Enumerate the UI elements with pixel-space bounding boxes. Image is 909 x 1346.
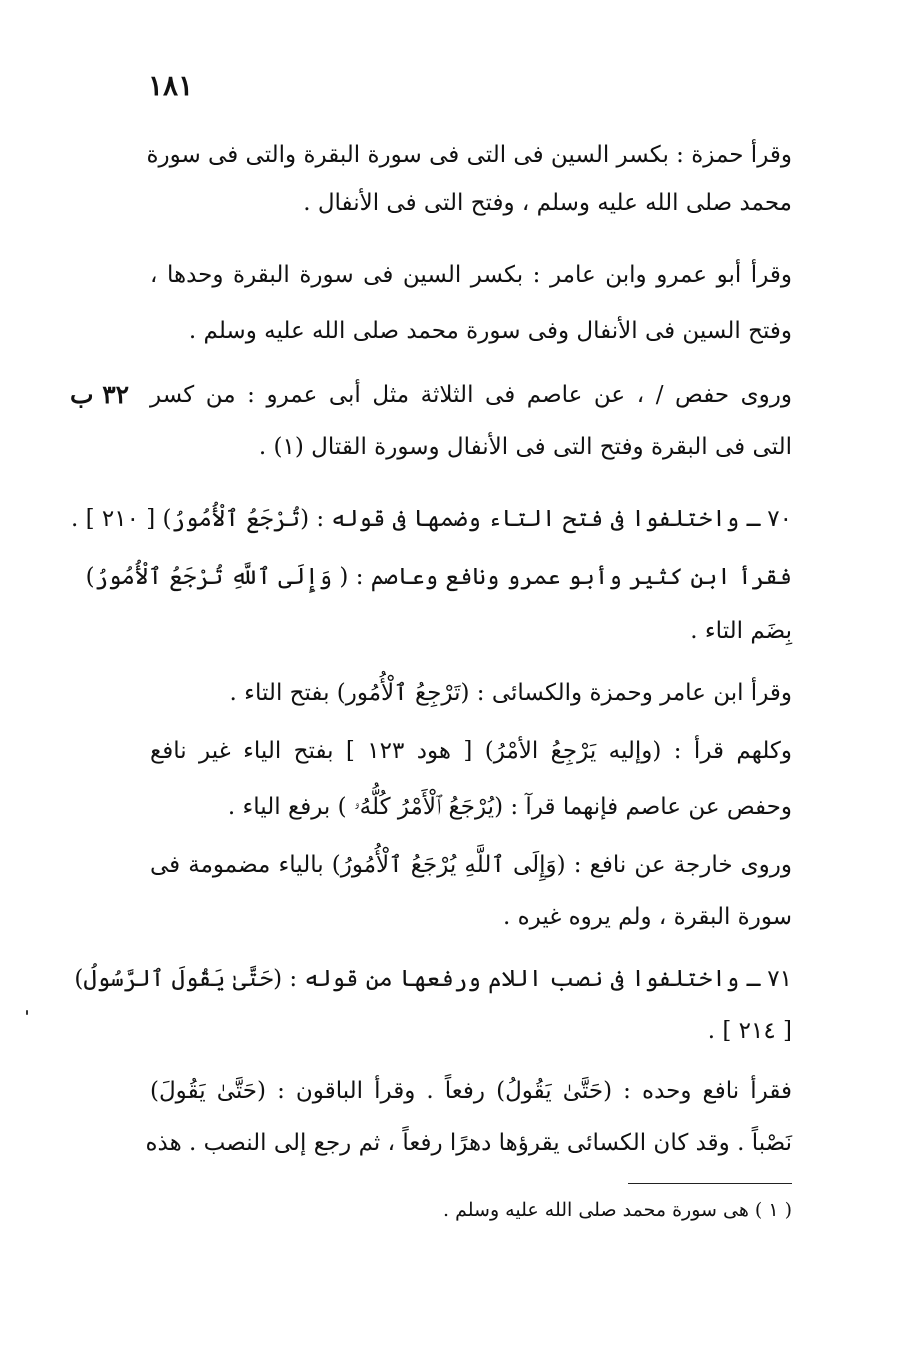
text-line: سورة البقرة ، ولم يروه غيره .	[502, 904, 792, 930]
text-line: وروى خارجة عن نافع : (وَإِلَى ٱللَّهِ يُرْجَعُ ٱلْأُمُورُ) بالياء مضمومة فى	[150, 852, 792, 878]
speck	[26, 1010, 28, 1015]
text-line: وكلهم قرأ : (وإليه يَرْجِعُ الأمْرُ) [ هود ١٢٣ ] بفتح الياء غير نافع	[150, 738, 792, 764]
text-line: ٧٠ ـ واختلفوا فى فتح التاء وضمها فى قوله : (تُرْجَعُ ٱلْأُمُورُ) [ ٢١٠ ] .	[70, 506, 792, 532]
text-line: وروى حفص / ، عن عاصم فى الثلاثة مثل أبى عمرو : من كسر	[150, 382, 792, 408]
text-line: وقرأ ابن عامر وحمزة والكسائى : (تَرْجِعُ ٱلْأُمُور) بفتح التاء .	[229, 680, 792, 706]
text-line: وقرأ حمزة : بكسر السين فى التى فى سورة البقرة والتى فى سورة	[146, 142, 792, 168]
text-line: وقرأ أبو عمرو وابن عامر : بكسر السين فى سورة البقرة وحدها ،	[150, 262, 792, 288]
text-line: ٧١ ـ واختلفوا فى نصب اللام ورفعها من قوله : (حَتَّىٰ يَقُولَ ٱلرَّسُولُ)	[74, 966, 792, 992]
text-line: محمد صلى الله عليه وسلم ، وفتح التى فى الأنفال .	[303, 190, 792, 216]
text-line: فقرأ ابن كثير وأبو عمرو ونافع وعاصم : ( وَإِلَى ٱللَّهِ تُرْجَعُ ٱلْأُمُورُ)	[85, 564, 792, 590]
text-line: وفتح السين فى الأنفال وفى سورة محمد صلى الله عليه وسلم .	[188, 318, 792, 344]
text-line: فقرأ نافع وحده : (حَتَّىٰ يَقُولُ) رفعاً . وقرأ الباقون : (حَتَّىٰ يَقُولَ)	[150, 1078, 792, 1104]
page-number: ١٨١	[148, 69, 194, 102]
text-line: [ ٢١٤ ] .	[707, 1018, 792, 1044]
margin-note: ٣٢ ب	[70, 380, 130, 409]
text-line: التى فى البقرة وفتح التى فى الأنفال وسورة القتال (١) .	[258, 434, 792, 460]
text-line: نَصْباً . وقد كان الكسائى يقرؤها دهرًا رفعاً ، ثم رجع إلى النصب . هذه	[145, 1130, 792, 1156]
footnote-rule	[628, 1183, 792, 1184]
text-line: بِضَم التاء .	[690, 618, 792, 644]
footnote: ( ١ ) هى سورة محمد صلى الله عليه وسلم .	[443, 1199, 792, 1221]
text-line: وحفص عن عاصم فإنهما قرآ : (يُرْجَعُ ٱلْأَمْرُ كُلُّهُۥ ) برفع الياء .	[227, 794, 792, 820]
